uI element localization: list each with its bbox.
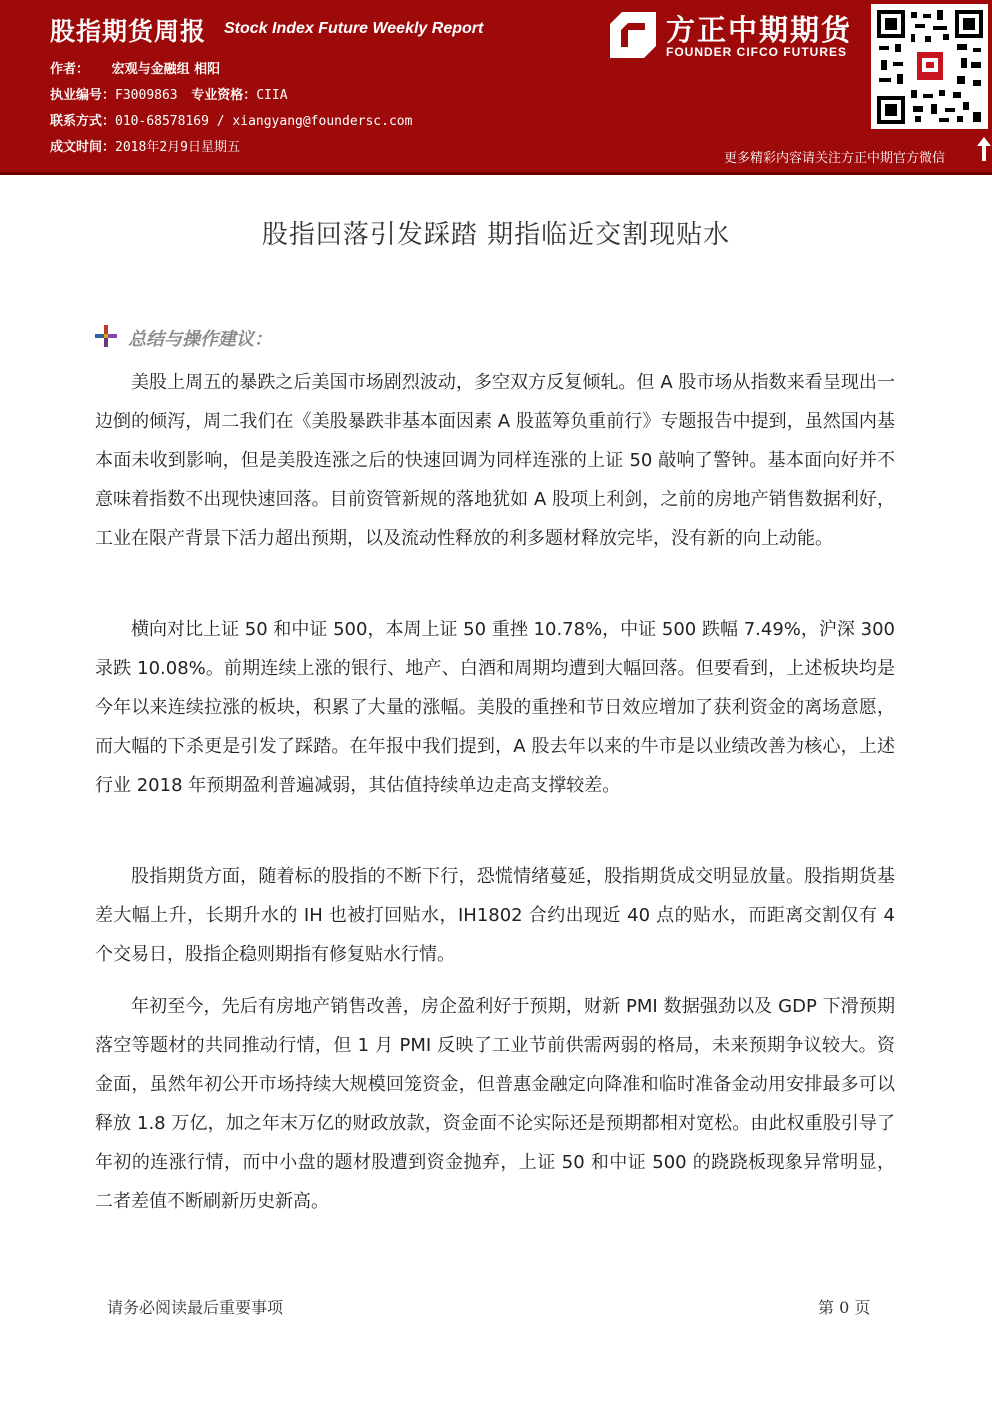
footer-disclaimer-note: 请务必阅读最后重要事项 (107, 1298, 284, 1317)
contact-label: 联系方式： (50, 114, 116, 129)
wechat-qr-code (871, 4, 988, 129)
contact-value: 010-68578169 / xiangyang@foundersc.com (115, 114, 413, 129)
body-paragraph-1: 美股上周五的暴跌之后美国市场剧烈波动，多空双方反复倾轧。但 A 股市场从指数来看呈现出一边倒的倾泻，周二我们在《美股暴跌非基本面因素 A 股蓝筹负重前行》专题报告中提到，虽然国内基本面未收到影响，但是美股连涨之后的快速回调为同样连涨的上证 50 敲响了警钟。基本面向好并不意味着指数不出现快速回落。目前资管新规的落地犹如 A 股项上利剑，之前的房地产销售数据利好，工业在限产背景下活力超出预期，以及流动性释放的利多题材释放完毕，没有新的向上动能。 (95, 372, 895, 549)
company-name-cn: 方正中期期货 (666, 13, 853, 47)
body-paragraph-2: 横向对比上证 50 和中证 500，本周上证 50 重挫 10.78%，中证 500 跌幅 7.49%，沪深 300 录跌 10.08%。前期连续上涨的银行、地产、白酒和周期均遭到大幅回落。但要看到，上述板块均是今年以来连续拉涨的板块，积累了大量的涨幅。美股的重挫和节日效应增加了获利资金的离场意愿，而大幅的下杀更是引发了踩踏。在年报中我们提到，A 股去年以来的牛市是以业绩改善为核心，上述行业 2018 年预期盈利普遍减弱，其估值持续单边走高支撑较差。 (95, 619, 895, 796)
license-label: 执业编号： (50, 88, 116, 103)
document-title: 股指回落引发踩踏 期指临近交割现贴水 (261, 220, 731, 250)
header-divider (0, 172, 992, 175)
author-line (50, 58, 220, 77)
contact-line (50, 110, 412, 129)
report-title-cn: 股指期货周报 (50, 17, 207, 46)
body-paragraph-4: 年初至今，先后有房地产销售改善，房企盈利好于预期，财新 PMI 数据强劲以及 GDP 下滑预期落空等题材的共同推动行情，但 1 月 PMI 反映了工业节前供需两弱的格局，未来预期争议较大。资金面，虽然年初公开市场持续大规模回笼资金，但普惠金融定向降准和临时准备金动用安排最多可以释放 1.8 万亿，加之年末万亿的财政放款，资金面不论实际还是预期都相对宽松。由此权重股引导了年初的连涨行情，而中小盘的题材股遭到资金抛弃，上证 50 和中证 500 的跷跷板现象异常明显，二者差值不断刷新历史新高。 (95, 996, 895, 1212)
arrow-up-icon (977, 137, 991, 161)
date-value: 2018年2月9日星期五 (115, 140, 240, 155)
license-value: F3009863 (115, 88, 178, 103)
qualification-label: 专业资格： (191, 88, 257, 103)
qr-code-icon (877, 10, 983, 124)
company-name-en: FOUNDER CIFCO FUTURES (666, 45, 847, 59)
diamond-bullet-icon (95, 325, 117, 347)
section-title: 总结与操作建议： (128, 329, 272, 350)
author-label: 作者： (50, 62, 90, 77)
author-value: 宏观与金融组 相阳 (111, 62, 221, 77)
report-title-en: Stock Index Future Weekly Report (224, 20, 484, 37)
license-line (50, 84, 288, 103)
body-paragraph-3: 股指期货方面，随着标的股指的不断下行，恐慌情绪蔓延，股指期货成交明显放量。股指期货基差大幅上升，长期升水的 IH 也被打回贴水，IH1802 合约出现近 40 点的贴水，而距离交割仅有 4 个交易日，股指企稳则期指有修复贴水行情。 (95, 866, 895, 965)
qualification-value: CIIA (256, 88, 288, 103)
date-line (50, 136, 240, 155)
wechat-follow-note: 更多精彩内容请关注方正中期官方微信 (724, 151, 946, 166)
date-label: 成文时间： (50, 140, 116, 155)
founder-logo-icon (608, 10, 658, 60)
page-number: 第 0 页 (818, 1298, 871, 1317)
